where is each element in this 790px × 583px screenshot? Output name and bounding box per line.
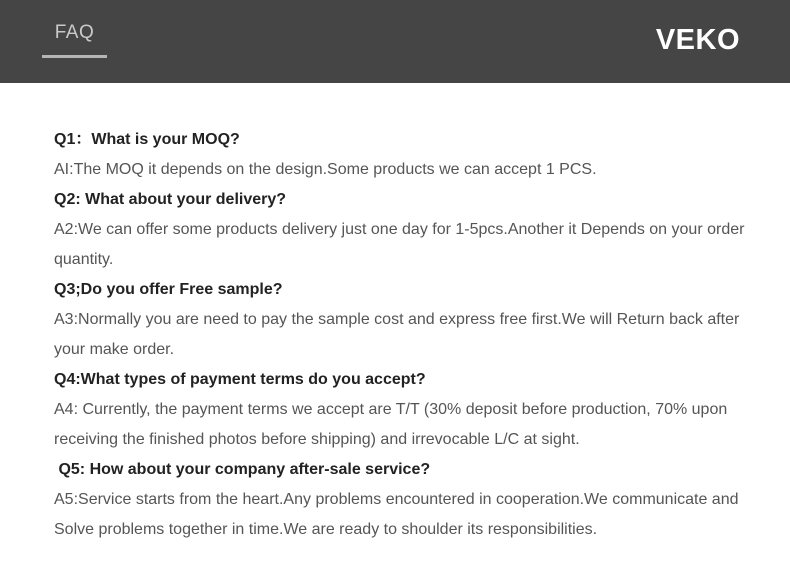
faq-answer-3: A3:Normally you are need to pay the sample cost and express free first.We will Return back after your make order. [54,311,740,358]
faq-answer-2: A2:We can offer some products delivery just one day for 1-5pcs.Another it Depends on your order quantity. [54,221,745,268]
faq-question-5: Q5: How about your company after-sale service? [54,461,431,478]
faq-question-2: Q2: What about your delivery? [54,191,287,208]
tab-faq[interactable]: FAQ [54,22,95,43]
faq-question-3: Q3;Do you offer Free sample? [54,281,283,298]
faq-question-4: Q4:What types of payment terms do you accept? [54,371,426,388]
faq-question-1: Q1：What is your MOQ? [54,131,240,148]
faq-answer-5: A5:Service starts from the heart.Any problems encountered in cooperation.We communicate and Solve problems together in time.We are ready to shoulder its responsibilities. [54,491,739,538]
faq-list [54,125,754,545]
header-bar [0,0,790,83]
faq-answer-4: A4: Currently, the payment terms we accept are T/T (30% deposit before production, 70% upon receiving the finished photos before shipping) and irrevocable L/C at sight. [54,401,728,448]
tab-faq-underline [42,55,107,58]
brand-logo: VEKO [655,24,740,56]
faq-answer-1: AI:The MOQ it depends on the design.Some products we can accept 1 PCS. [54,161,597,178]
